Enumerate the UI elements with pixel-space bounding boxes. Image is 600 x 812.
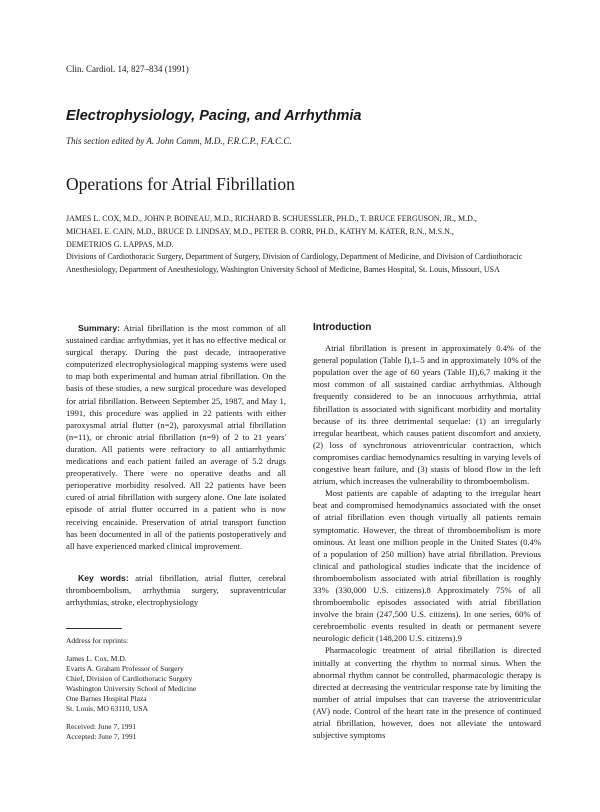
reprint-address — [66, 636, 276, 742]
address-line: James L. Cox, M.D. — [66, 654, 127, 663]
introduction-heading: Introduction — [313, 322, 372, 333]
journal-citation: Clin. Cardiol. 14, 827–834 (1991) — [66, 64, 189, 74]
section-title: Electrophysiology, Pacing, and Arrhythmia — [66, 108, 362, 124]
summary-paragraph — [66, 322, 286, 552]
address-line: Washington University School of Medicine — [66, 684, 197, 693]
left-column — [66, 322, 286, 608]
right-column — [313, 322, 541, 741]
author-line: MICHAEL E. CAIN, M.D., BRUCE D. LINDSAY, M.D., PETER B. CORR, PH.D., KATHY M. KATER, R.N., M.S.N., — [66, 227, 454, 236]
author-line: JAMES L. COX, M.D., JOHN P. BOINEAU, M.D., RICHARD B. SCHUESSLER, PH.D., T. BRUCE FERGUSON, JR., M.D., — [66, 214, 477, 223]
address-line: St. Louis, MO 63110, USA — [66, 704, 149, 713]
accepted-date: Accepted: June 7, 1991 — [66, 732, 137, 741]
keywords-text: atrial fibrillation, atrial flutter, cerebral thromboembolism, arrhythmia surgery, supraventricular arrhythmias, stroke, electrophysiology — [66, 572, 286, 607]
footnote-divider — [66, 628, 122, 629]
summary-text: Atrial fibrillation is the most common of all sustained cardiac arrhythmias, yet it has no effective medical or surgical therapy. During the past decade, intraoperative computerized electrophysiological mapping systems were used to map both experimental and human atrial fibrillation. On the basis of these studies, a new surgical procedure was developed for atrial fibrillation. Between September 25, 1987, and May 1, 1991, this procedure was applied in 22 patients with either paroxysmal atrial flutter (n=2), paroxysmal atrial fibrillation (n=11), or chronic atrial fibrillation (n=9) of 2 to 21 years' duration. All patients were refractory to all antiarrhythmic medications and each patient failed an average of 5.2 drugs preoperatively. There were no operative deaths and all perioperative morbidity resolved. All 22 patients have been cured of atrial fibrillation with surgery alone. One late isolated episode of atrial flutter occurred in a patient who is now receiving encainide. Preservation of atrial transport function has been documented in all of the patients postoperatively and all have experienced marked clinical improvement. — [66, 323, 286, 551]
author-line: DEMETRIOS G. LAPPAS, M.D. — [66, 240, 174, 249]
received-date: Received: June 7, 1991 — [66, 722, 136, 731]
article-title: Operations for Atrial Fibrillation — [66, 174, 295, 194]
intro-paragraph: Most patients are capable of adapting to the irregular heart beat and compromised hemodynamics associated with the onset of atrial fibrillation even though virtually all patients remain symptomatic. However, the threat of thromboembolism is more ominous. At least one million people in the United States (0.4% of a population of 250 million) have atrial fibrillation. Previous clinical and pathological studies indicate that the incidence of thromboembolism associated with atrial fibrillation is roughly 33% (330,000 U.S. citizens).8 Approximately 75% of all thromboembolic episodes associated with atrial fibrillation involve the brain (247,500 U.S. citizens). In one series, 60% of cerebroembolic events resulted in death or permanent severe neurologic deficit (148,200 U.S. citizens).9 — [313, 488, 541, 644]
intro-paragraph: Atrial fibrillation is present in approximately 0.4% of the general population (Table I),1–5 and in approximately 10% of the population over the age of 60 years (Table II),6,7 making it the most common of all sustained cardiac arrhythmias. Although frequently considered to be an innocuous arrhythmia, atrial fibrillation is associated with significant morbidity and mortality because of its three detrimental sequelae: (1) an irregularly irregular heartbeat, which causes patient discomfort and anxiety, (2) loss of synchronous atrioventricular contraction, which compromises cardiac hemodynamics resulting in varying levels of congestive heart failure, and (3) stasis of blood flow in the left atrium, which increases the vulnerability to thromboembolism. — [313, 343, 541, 487]
keywords-label: Key words: — [78, 572, 129, 583]
address-line: Chief, Division of Cardiothoracic Surgery — [66, 674, 193, 683]
keywords-paragraph — [66, 572, 286, 608]
summary-label: Summary: — [78, 323, 121, 333]
section-editor-line: This section edited by A. John Camm, M.D., F.R.C.P., F.A.C.C. — [66, 136, 292, 146]
affiliation: Divisions of Cardiothoracic Surgery, Department of Surgery, Division of Cardiology, Department of Medicine, and Division of Cardiothoracic Anesthesiology, Department of Anesthesiology, Washington University School of Medicine, Barnes Hospital, St. Louis, Missouri, USA — [66, 252, 523, 274]
address-line: One Barnes Hospital Plaza — [66, 694, 147, 703]
address-line: Evarts A. Graham Professor of Surgery — [66, 664, 184, 673]
address-heading: Address for reprints: — [66, 636, 129, 645]
intro-paragraph: Pharmacologic treatment of atrial fibrillation is directed initially at converting the rhythm to normal sinus. When the abnormal rhythm cannot be controlled, pharmacologic therapy is directed at decreasing the ventricular response rate by limiting the number of atrial impulses that can traverse the atrioventricular (AV) node. Control of the heart rate in the presence of continued atrial fibrillation, however, does not alleviate the untoward subjective symptoms — [313, 645, 541, 741]
author-list — [66, 212, 536, 251]
